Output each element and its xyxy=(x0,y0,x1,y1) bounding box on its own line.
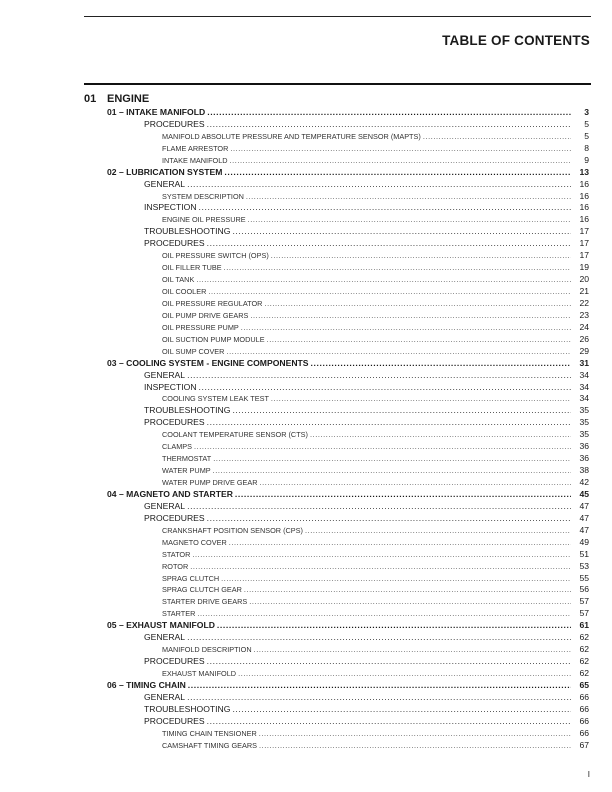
toc-entry-label: OIL PUMP DRIVE GEARS xyxy=(162,310,249,320)
toc-entry-label: TIMING CHAIN TENSIONER xyxy=(162,728,257,738)
toc-entry-page: 45 xyxy=(579,488,589,499)
toc-topic-entry[interactable] xyxy=(0,308,612,320)
toc-topic-entry[interactable] xyxy=(0,129,612,141)
toc-entry-page: 47 xyxy=(579,524,589,535)
toc-entry-label: 04 – MAGNETO AND STARTER xyxy=(107,488,233,499)
dot-leader xyxy=(207,119,571,129)
dot-leader xyxy=(230,144,571,153)
dot-leader xyxy=(254,645,571,654)
toc-entry-label: 05 – EXHAUST MANIFOLD xyxy=(107,620,215,631)
toc-topic-entry[interactable] xyxy=(0,439,612,451)
toc-entry-label: OIL PRESSURE PUMP xyxy=(162,322,239,332)
toc-subsection-entry[interactable] xyxy=(0,714,612,726)
page-number: I xyxy=(587,770,590,779)
toc-entry-label: 02 – LUBRICATION SYSTEM xyxy=(107,166,223,177)
toc-entry-page: 67 xyxy=(579,739,589,750)
dot-leader xyxy=(194,442,571,451)
toc-entry-page: 9 xyxy=(584,154,589,165)
dot-leader xyxy=(267,335,571,344)
toc-entry-page: 51 xyxy=(579,548,589,559)
toc-topic-entry[interactable] xyxy=(0,642,612,654)
toc-entry-label: OIL SUCTION PUMP MODULE xyxy=(162,334,265,344)
dot-leader xyxy=(423,132,571,141)
toc-topic-entry[interactable] xyxy=(0,427,612,439)
dot-leader xyxy=(311,358,571,368)
toc-topic-entry[interactable] xyxy=(0,392,612,404)
toc-entry-label: GENERAL xyxy=(144,632,186,643)
toc-entry-page: 16 xyxy=(579,214,589,225)
toc-entry-label: OIL COOLER xyxy=(162,287,207,296)
toc-entry-label: PROCEDURES xyxy=(144,118,205,129)
toc-entry-page: 57 xyxy=(579,596,589,607)
toc-entry-page: 22 xyxy=(579,297,589,308)
toc-entry-page: 13 xyxy=(579,166,589,177)
dot-leader xyxy=(248,215,571,224)
toc-entry-page: 36 xyxy=(579,441,589,452)
toc-section-entry[interactable] xyxy=(0,165,612,177)
page-title: TABLE OF CONTENTS xyxy=(442,33,590,48)
toc-entry-label: OIL PRESSURE SWITCH (OPS) xyxy=(162,251,269,261)
toc-subsection-entry[interactable] xyxy=(0,499,612,511)
toc-entry-page: 5 xyxy=(584,130,589,141)
dot-leader xyxy=(199,382,571,392)
toc-entry-label: STARTER DRIVE GEARS xyxy=(162,597,248,607)
toc-entry-label: GENERAL xyxy=(144,691,186,702)
toc-entry-page: 17 xyxy=(579,226,589,237)
toc-topic-entry[interactable] xyxy=(0,475,612,487)
toc-entry-page: 65 xyxy=(579,679,589,690)
toc-entry-page: 23 xyxy=(579,309,589,320)
toc-entry-label: PROCEDURES xyxy=(144,417,205,428)
toc-entry-label: COOLANT TEMPERATURE SENSOR (CTS) xyxy=(162,430,308,440)
dot-leader xyxy=(235,489,571,499)
toc-section-entry[interactable] xyxy=(0,618,612,630)
dot-leader xyxy=(188,680,571,690)
toc-topic-entry[interactable] xyxy=(0,535,612,547)
toc-topic-entry[interactable] xyxy=(0,738,612,750)
toc-entry-page: 16 xyxy=(579,190,589,201)
dot-leader xyxy=(187,501,571,511)
toc-entry-label: PROCEDURES xyxy=(144,238,205,249)
dot-leader xyxy=(196,275,571,284)
toc-topic-entry[interactable] xyxy=(0,189,612,201)
dot-leader xyxy=(229,538,571,547)
toc-entry-label: TROUBLESHOOTING xyxy=(144,703,231,714)
dot-leader xyxy=(232,704,571,714)
dot-leader xyxy=(207,513,571,523)
toc-entry-page: 49 xyxy=(579,536,589,547)
toc-topic-entry[interactable] xyxy=(0,571,612,583)
dot-leader xyxy=(238,669,571,678)
dot-leader xyxy=(224,167,571,177)
toc-topic-entry[interactable] xyxy=(0,606,612,618)
toc-topic-entry[interactable] xyxy=(0,296,612,308)
toc-entry-page: 35 xyxy=(579,417,589,428)
toc-entry-page: 66 xyxy=(579,727,589,738)
dot-leader xyxy=(264,299,571,308)
toc-subsection-entry[interactable] xyxy=(0,654,612,666)
toc-list xyxy=(0,105,612,750)
toc-entry-page: 17 xyxy=(579,250,589,261)
dot-leader xyxy=(232,226,571,236)
toc-entry-label: PROCEDURES xyxy=(144,715,205,726)
dot-leader xyxy=(305,526,571,535)
toc-entry-page: 62 xyxy=(579,644,589,655)
dot-leader xyxy=(310,430,571,439)
toc-entry-label: ROTOR xyxy=(162,561,189,571)
toc-entry-page: 34 xyxy=(579,381,589,392)
dot-leader xyxy=(207,238,571,248)
dot-leader xyxy=(207,656,571,666)
toc-entry-page: 8 xyxy=(584,142,589,153)
toc-entry-label: COOLING SYSTEM LEAK TEST xyxy=(162,394,269,404)
toc-topic-entry[interactable] xyxy=(0,141,612,153)
toc-entry-label: INSPECTION xyxy=(144,202,197,213)
toc-topic-entry[interactable] xyxy=(0,344,612,356)
toc-entry-label: TROUBLESHOOTING xyxy=(144,226,231,237)
dot-leader xyxy=(207,107,571,117)
toc-subsection-entry[interactable] xyxy=(0,368,612,380)
toc-subsection-entry[interactable] xyxy=(0,380,612,392)
toc-entry-label: SPRAG CLUTCH GEAR xyxy=(162,585,242,595)
toc-entry-page: 36 xyxy=(579,453,589,464)
toc-topic-entry[interactable] xyxy=(0,248,612,260)
toc-entry-page: 66 xyxy=(579,715,589,726)
toc-topic-entry[interactable] xyxy=(0,463,612,475)
toc-entry-page: 62 xyxy=(579,632,589,643)
toc-entry-label: MAGNETO COVER xyxy=(162,537,227,547)
toc-entry-page: 66 xyxy=(579,703,589,714)
toc-entry-label: WATER PUMP xyxy=(162,466,211,476)
toc-subsection-entry[interactable] xyxy=(0,236,612,248)
toc-subsection-entry[interactable] xyxy=(0,511,612,523)
toc-topic-entry[interactable] xyxy=(0,547,612,559)
dot-leader xyxy=(271,251,571,260)
dot-leader xyxy=(208,287,571,296)
dot-leader xyxy=(230,156,571,165)
toc-entry-page: 62 xyxy=(579,668,589,678)
toc-entry-page: 16 xyxy=(579,202,589,213)
toc-section-entry[interactable] xyxy=(0,356,612,368)
toc-entry-label: GENERAL xyxy=(144,500,186,511)
dot-leader xyxy=(190,562,571,571)
dot-leader xyxy=(259,729,571,738)
toc-entry-label: GENERAL xyxy=(144,369,186,380)
dot-leader xyxy=(260,478,571,487)
dot-leader xyxy=(187,370,571,380)
dot-leader xyxy=(207,716,571,726)
toc-section-entry[interactable] xyxy=(0,105,612,117)
chapter-number: 01 xyxy=(84,93,97,105)
dot-leader xyxy=(192,550,571,559)
toc-entry-label: FLAME ARRESTOR xyxy=(162,143,229,153)
toc-entry-label: INSPECTION xyxy=(144,381,197,392)
toc-entry-label: ENGINE OIL PRESSURE xyxy=(162,215,246,225)
toc-entry-label: GENERAL xyxy=(144,178,186,189)
toc-entry-label: STARTER xyxy=(162,609,196,619)
toc-entry-page: 62 xyxy=(579,656,589,667)
toc-entry-page: 34 xyxy=(579,369,589,380)
toc-entry-label: CRANKSHAFT POSITION SENSOR (CPS) xyxy=(162,525,303,535)
toc-entry-label: MANIFOLD DESCRIPTION xyxy=(162,645,252,655)
dot-leader xyxy=(199,202,571,212)
toc-entry-label: OIL SUMP COVER xyxy=(162,346,225,356)
toc-entry-page: 26 xyxy=(579,333,589,344)
toc-entry-page: 47 xyxy=(579,500,589,511)
toc-entry-page: 61 xyxy=(579,620,589,631)
toc-entry-page: 17 xyxy=(579,238,589,249)
dot-leader xyxy=(221,574,571,583)
toc-entry-label: 06 – TIMING CHAIN xyxy=(107,679,186,690)
toc-topic-entry[interactable] xyxy=(0,153,612,165)
toc-entry-page: 21 xyxy=(579,286,589,296)
dot-leader xyxy=(232,405,571,415)
dot-leader xyxy=(197,609,571,618)
toc-entry-label: OIL FILLER TUBE xyxy=(162,263,222,273)
toc-entry-label: CAMSHAFT TIMING GEARS xyxy=(162,740,258,750)
dot-leader xyxy=(246,192,571,201)
toc-entry-page: 53 xyxy=(579,560,589,571)
toc-entry-label: CLAMPS xyxy=(162,442,193,452)
dot-leader xyxy=(224,263,571,272)
toc-entry-page: 16 xyxy=(579,178,589,189)
toc-topic-entry[interactable] xyxy=(0,284,612,296)
dot-leader xyxy=(217,620,571,630)
toc-entry-page: 47 xyxy=(579,512,589,523)
dot-leader xyxy=(271,394,571,403)
toc-topic-entry[interactable] xyxy=(0,523,612,535)
toc-entry-page: 55 xyxy=(579,572,589,583)
toc-entry-label: SPRAG CLUTCH xyxy=(162,573,220,583)
toc-entry-page: 24 xyxy=(579,321,589,332)
toc-subsection-entry[interactable] xyxy=(0,690,612,702)
dot-leader xyxy=(241,323,571,332)
chapter-heading xyxy=(84,93,149,105)
toc-entry-label: OIL TANK xyxy=(162,275,195,285)
toc-topic-entry[interactable] xyxy=(0,726,612,738)
toc-topic-entry[interactable] xyxy=(0,559,612,571)
toc-entry-page: 66 xyxy=(579,691,589,702)
toc-subsection-entry[interactable] xyxy=(0,415,612,427)
toc-entry-label: MANIFOLD ABSOLUTE PRESSURE AND TEMPERATURE SENSOR (MAPTS) xyxy=(162,131,421,141)
dot-leader xyxy=(249,597,571,606)
toc-topic-entry[interactable] xyxy=(0,320,612,332)
dot-leader xyxy=(226,347,571,356)
toc-section-entry[interactable] xyxy=(0,487,612,499)
toc-entry-label: TROUBLESHOOTING xyxy=(144,405,231,416)
toc-entry-page: 5 xyxy=(584,118,589,129)
toc-subsection-entry[interactable] xyxy=(0,201,612,213)
toc-topic-entry[interactable] xyxy=(0,260,612,272)
toc-entry-page: 42 xyxy=(579,477,589,487)
toc-entry-page: 20 xyxy=(579,274,589,285)
toc-entry-page: 19 xyxy=(579,262,589,273)
toc-entry-label: PROCEDURES xyxy=(144,512,205,523)
toc-entry-label: EXHAUST MANIFOLD xyxy=(162,669,237,678)
toc-topic-entry[interactable] xyxy=(0,332,612,344)
dot-leader xyxy=(244,585,571,594)
dot-leader xyxy=(187,179,571,189)
toc-subsection-entry[interactable] xyxy=(0,630,612,642)
toc-subsection-entry[interactable] xyxy=(0,117,612,129)
toc-entry-page: 3 xyxy=(584,106,589,117)
toc-topic-entry[interactable] xyxy=(0,272,612,284)
toc-entry-page: 34 xyxy=(579,393,589,404)
toc-topic-entry[interactable] xyxy=(0,594,612,606)
toc-topic-entry[interactable] xyxy=(0,666,612,678)
toc-entry-page: 56 xyxy=(579,584,589,595)
toc-entry-page: 35 xyxy=(579,429,589,440)
toc-entry-label: 03 – COOLING SYSTEM - ENGINE COMPONENTS xyxy=(107,357,309,368)
toc-entry-label: PROCEDURES xyxy=(144,656,205,667)
toc-entry-label: 01 – INTAKE MANIFOLD xyxy=(107,106,206,117)
toc-topic-entry[interactable] xyxy=(0,583,612,595)
toc-entry-label: OIL PRESSURE REGULATOR xyxy=(162,298,263,308)
title-rule xyxy=(84,83,591,85)
dot-leader xyxy=(213,454,571,463)
toc-entry-page: 31 xyxy=(579,357,589,368)
toc-subsection-entry[interactable] xyxy=(0,224,612,236)
dot-leader xyxy=(213,466,571,475)
dot-leader xyxy=(187,632,571,642)
toc-entry-label: THERMOSTAT xyxy=(162,454,212,464)
toc-entry-page: 57 xyxy=(579,608,589,619)
toc-section-entry[interactable] xyxy=(0,678,612,690)
toc-entry-page: 29 xyxy=(579,345,589,356)
dot-leader xyxy=(187,692,571,702)
toc-topic-entry[interactable] xyxy=(0,212,612,224)
toc-subsection-entry[interactable] xyxy=(0,403,612,415)
toc-entry-page: 38 xyxy=(579,465,589,476)
toc-subsection-entry[interactable] xyxy=(0,702,612,714)
toc-entry-label: STATOR xyxy=(162,549,191,559)
chapter-title: ENGINE xyxy=(107,93,150,105)
toc-entry-label: SYSTEM DESCRIPTION xyxy=(162,191,244,201)
dot-leader xyxy=(259,741,571,750)
toc-entry-label: INTAKE MANIFOLD xyxy=(162,155,228,165)
dot-leader xyxy=(250,311,571,320)
toc-entry-label: WATER PUMP DRIVE GEAR xyxy=(162,478,258,487)
top-rule xyxy=(84,16,591,17)
toc-entry-page: 35 xyxy=(579,405,589,416)
dot-leader xyxy=(207,417,571,427)
toc-topic-entry[interactable] xyxy=(0,451,612,463)
toc-subsection-entry[interactable] xyxy=(0,177,612,189)
